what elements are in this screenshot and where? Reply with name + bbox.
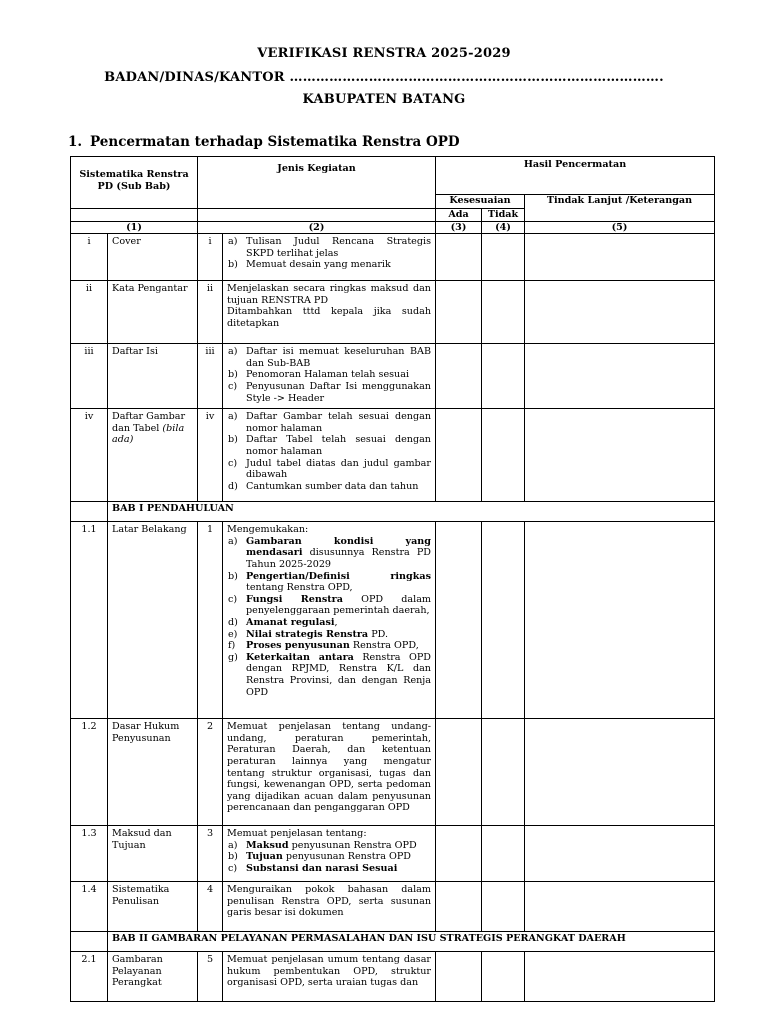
row-subbab-name <box>108 882 198 932</box>
row-number: 1.2 <box>71 719 108 826</box>
list-item-text: penyusunan Renstra OPD <box>282 851 411 863</box>
list-marker: b) <box>228 570 238 582</box>
kegiatan-list <box>227 840 431 875</box>
row-jenis-kegiatan <box>223 281 436 344</box>
row-subbab-name <box>108 409 198 502</box>
bab2-heading-title: BAB II GAMBARAN PELAYANAN PERMASALAHAN DAN ISU STRATEGIS PERANGKAT DAERAH <box>108 932 715 952</box>
list-item-emphasis: Tujuan <box>246 851 283 863</box>
row-subbab-name <box>108 826 198 882</box>
cell-tidak[interactable] <box>482 522 525 719</box>
list-item-emphasis: Gambaran kondisi yang mendasari <box>246 535 431 559</box>
subbab-label: Daftar Isi <box>112 346 158 358</box>
list-item-text: , <box>334 616 338 628</box>
row-index: 2 <box>198 719 223 826</box>
row-index: 4 <box>198 882 223 932</box>
list-item-emphasis: Pengertian/Definisi ringkas <box>246 570 431 582</box>
cell-ada[interactable] <box>436 882 482 932</box>
list-item-emphasis: Fungsi Renstra <box>246 593 343 605</box>
list-marker: a) <box>228 839 238 851</box>
list-marker: b) <box>228 259 238 271</box>
cell-ada[interactable] <box>436 234 482 281</box>
subbab-label: Gambaran Pelayanan Perangkat <box>112 954 163 989</box>
list-item <box>227 481 431 493</box>
table-row <box>71 719 715 826</box>
section-heading <box>68 134 460 150</box>
cell-ada[interactable] <box>436 719 482 826</box>
list-item <box>227 369 431 381</box>
list-item <box>227 652 431 698</box>
list-item-text: disusunnya Renstra PD Tahun 2025-2029 <box>246 547 431 570</box>
cell-ada[interactable] <box>436 344 482 409</box>
list-item-text: Penomoran Halaman telah sesuai <box>246 369 410 381</box>
header-hasil-pencermatan: Hasil Pencermatan <box>436 157 715 195</box>
list-item <box>227 863 431 875</box>
list-item-text: Tulisan Judul Rencana Strategis SKPD terlihat jelas <box>246 236 431 259</box>
subbab-label: Cover <box>112 236 141 248</box>
col-num-3: (3) <box>436 221 482 234</box>
kegiatan-intro: Mengemukakan: <box>227 524 309 536</box>
row-index: ii <box>198 281 223 344</box>
list-item-text: Renstra OPD, <box>349 640 419 652</box>
list-marker: f) <box>228 640 236 652</box>
cell-ada[interactable] <box>436 826 482 882</box>
list-item-text: Daftar Tabel telah sesuai dengan nomor halaman <box>246 434 431 457</box>
list-item-text: OPD dalam penyelenggaraan pemerintah daerah, <box>246 593 432 617</box>
table-row <box>71 522 715 719</box>
section-title: Pencermatan terhadap Sistematika Renstra OPD <box>90 134 460 150</box>
row-subbab-name <box>108 344 198 409</box>
cell-ada[interactable] <box>436 952 482 1002</box>
kegiatan-list <box>227 536 431 698</box>
table-row <box>71 409 715 502</box>
row-index: i <box>198 234 223 281</box>
list-item-text: PD. <box>368 628 389 640</box>
row-jenis-kegiatan <box>223 952 436 1002</box>
cell-tidak[interactable] <box>482 234 525 281</box>
list-marker: a) <box>228 236 238 248</box>
row-number: i <box>71 234 108 281</box>
row-number: 1.4 <box>71 882 108 932</box>
list-marker: a) <box>228 346 238 358</box>
row-subbab-name <box>108 281 198 344</box>
header-tidak: Tidak <box>482 209 525 222</box>
table-row <box>71 952 715 1002</box>
list-item <box>227 629 431 641</box>
agency-line: BADAN/DINAS/KANTOR …………………………………………………………………………. <box>104 70 664 85</box>
row-number: ii <box>71 281 108 344</box>
cell-tidak[interactable] <box>482 344 525 409</box>
row-jenis-kegiatan <box>223 234 436 281</box>
list-item <box>227 571 431 594</box>
column-number-row <box>71 221 715 234</box>
list-item <box>227 594 431 617</box>
kegiatan-paragraph: Menguraikan pokok bahasan dalam penulisan Renstra OPD, serta susunan garis besar isi dokumen <box>227 884 431 919</box>
row-jenis-kegiatan <box>223 344 436 409</box>
list-item <box>227 458 431 481</box>
header-tindak-lanjut: Tindak Lanjut /Keterangan <box>525 195 715 222</box>
cell-tidak[interactable] <box>482 826 525 882</box>
row-jenis-kegiatan <box>223 522 436 719</box>
bab1-heading-row <box>71 502 715 522</box>
subbab-label: Sistematika Penulisan <box>112 884 170 907</box>
row-number: iii <box>71 344 108 409</box>
kegiatan-list <box>227 411 431 492</box>
bab1-heading-title: BAB I PENDAHULUAN <box>108 502 715 522</box>
cell-tidak[interactable] <box>482 281 525 344</box>
cell-tidak[interactable] <box>482 882 525 932</box>
row-number: 2.1 <box>71 952 108 1002</box>
list-marker: b) <box>228 851 238 863</box>
list-marker: g) <box>228 651 238 663</box>
list-marker: b) <box>228 434 238 446</box>
row-subbab-name <box>108 522 198 719</box>
region-title: KABUPATEN BATANG <box>302 92 466 107</box>
header-sistematika: Sistematika Renstra PD (Sub Bab) <box>71 157 198 209</box>
cell-tindak-lanjut[interactable] <box>525 719 715 826</box>
kegiatan-paragraph: Menjelaskan secara ringkas maksud dan tujuan RENSTRA PD <box>227 283 431 306</box>
list-item <box>227 236 431 259</box>
document-title: VERIFIKASI RENSTRA 2025-2029 <box>257 46 511 61</box>
list-marker: d) <box>228 616 238 628</box>
list-item-text: Daftar isi memuat keseluruhan BAB dan Sub-BAB <box>246 346 431 369</box>
header-kesesuaian: Kesesuaian <box>436 195 525 209</box>
row-index: iii <box>198 344 223 409</box>
cell-tindak-lanjut[interactable] <box>525 344 715 409</box>
renstra-verification-table <box>70 156 715 1002</box>
table-row <box>71 234 715 281</box>
kegiatan-paragraph: Memuat penjelasan umum tentang dasar hukum pembentukan OPD, struktur organisasi OPD, serta uraian tugas dan <box>227 954 431 989</box>
cell-tindak-lanjut[interactable] <box>525 409 715 502</box>
bab2-heading-row <box>71 932 715 952</box>
list-item-text: tentang Renstra OPD, <box>246 582 353 594</box>
list-item <box>227 640 431 652</box>
kegiatan-intro: Memuat penjelasan tentang: <box>227 828 367 840</box>
subbab-label: Latar Belakang <box>112 524 187 536</box>
col-num-4: (4) <box>482 221 525 234</box>
row-jenis-kegiatan <box>223 882 436 932</box>
list-item-emphasis: Amanat regulasi <box>246 616 335 628</box>
cell-tindak-lanjut[interactable] <box>525 522 715 719</box>
subbab-note: (bila ada) <box>112 422 185 446</box>
list-item <box>227 346 431 369</box>
kegiatan-paragraph: Ditambahkan tttd kepala jika sudah ditetapkan <box>227 306 431 329</box>
list-marker: a) <box>228 535 238 547</box>
row-subbab-name <box>108 234 198 281</box>
col-num-5: (5) <box>525 221 715 234</box>
list-item-text: penyusunan Renstra OPD <box>288 839 417 851</box>
list-marker: b) <box>228 369 238 381</box>
kegiatan-list <box>227 236 431 271</box>
list-marker: e) <box>228 628 238 640</box>
col-num-1: (1) <box>71 221 198 234</box>
list-item-text: Judul tabel diatas dan judul gambar dibawah <box>246 457 431 481</box>
list-item <box>227 411 431 434</box>
row-number: iv <box>71 409 108 502</box>
cell-tidak[interactable] <box>482 409 525 502</box>
table-row <box>71 826 715 882</box>
row-jenis-kegiatan <box>223 719 436 826</box>
row-jenis-kegiatan <box>223 409 436 502</box>
list-item <box>227 840 431 852</box>
cell-ada[interactable] <box>436 281 482 344</box>
row-index: 3 <box>198 826 223 882</box>
list-marker: c) <box>228 862 238 874</box>
list-marker: d) <box>228 480 238 492</box>
subbab-label: Kata Pengantar <box>112 283 188 295</box>
header-ada: Ada <box>436 209 482 222</box>
list-item <box>227 617 431 629</box>
cell-tidak[interactable] <box>482 719 525 826</box>
header-jenis-kegiatan: Jenis Kegiatan <box>198 157 436 209</box>
list-item-emphasis: Keterkaitan antara <box>246 651 354 663</box>
kegiatan-paragraph: Memuat penjelasan tentang undang-undang, peraturan pemerintah, Peraturan Daerah, dan ketentuan peraturan lainnya yang mengatur tentang struktur organisasi, tugas dan fungsi, kewenangan OPD, serta pedoman yang dijadikan acuan dalam penyusunan perencanaan dan penganggaran OPD <box>227 721 431 814</box>
section-number: 1. <box>68 134 83 150</box>
list-item-text: Penyusunan Daftar Isi menggunakan Style -> Header <box>246 380 431 404</box>
cell-tindak-lanjut[interactable] <box>525 952 715 1002</box>
list-item-emphasis: Maksud <box>246 839 289 851</box>
row-jenis-kegiatan <box>223 826 436 882</box>
row-index: iv <box>198 409 223 502</box>
list-item-text: Memuat desain yang menarik <box>246 259 391 271</box>
list-item <box>227 536 431 571</box>
row-subbab-name <box>108 719 198 826</box>
list-item-text: Cantumkan sumber data dan tahun <box>246 480 419 492</box>
cell-tindak-lanjut[interactable] <box>525 826 715 882</box>
list-item-emphasis: Proses penyusunan <box>246 640 350 652</box>
subbab-label: Maksud dan Tujuan <box>112 828 172 851</box>
list-item <box>227 851 431 863</box>
table-row <box>71 281 715 344</box>
cell-ada[interactable] <box>436 522 482 719</box>
row-subbab-name <box>108 952 198 1002</box>
cell-tidak[interactable] <box>482 952 525 1002</box>
row-number: 1.1 <box>71 522 108 719</box>
row-index: 5 <box>198 952 223 1002</box>
cell-tindak-lanjut[interactable] <box>525 234 715 281</box>
cell-tindak-lanjut[interactable] <box>525 882 715 932</box>
list-marker: c) <box>228 593 238 605</box>
row-index: 1 <box>198 522 223 719</box>
subbab-label: Daftar Gambar dan Tabel <box>112 411 186 434</box>
kegiatan-list <box>227 346 431 404</box>
col-num-2: (2) <box>198 221 436 234</box>
list-marker: a) <box>228 411 238 423</box>
cell-ada[interactable] <box>436 409 482 502</box>
list-item-text: Renstra OPD dengan RPJMD, Renstra K/L dan Renstra Provinsi, dan dengan Renja OPD <box>246 651 431 698</box>
list-item <box>227 434 431 457</box>
list-marker: c) <box>228 457 238 469</box>
list-item-text: Daftar Gambar telah sesuai dengan nomor halaman <box>246 411 431 434</box>
subbab-label: Dasar Hukum Penyusunan <box>112 721 180 744</box>
list-marker: c) <box>228 380 238 392</box>
row-number: 1.3 <box>71 826 108 882</box>
header-row-1 <box>71 157 715 195</box>
table-row <box>71 344 715 409</box>
list-item-emphasis: Nilai strategis Renstra <box>246 628 369 640</box>
list-item <box>227 381 431 404</box>
list-item-emphasis: Substansi dan narasi Sesuai <box>246 862 398 874</box>
cell-tindak-lanjut[interactable] <box>525 281 715 344</box>
list-item <box>227 259 431 271</box>
table-row <box>71 882 715 932</box>
